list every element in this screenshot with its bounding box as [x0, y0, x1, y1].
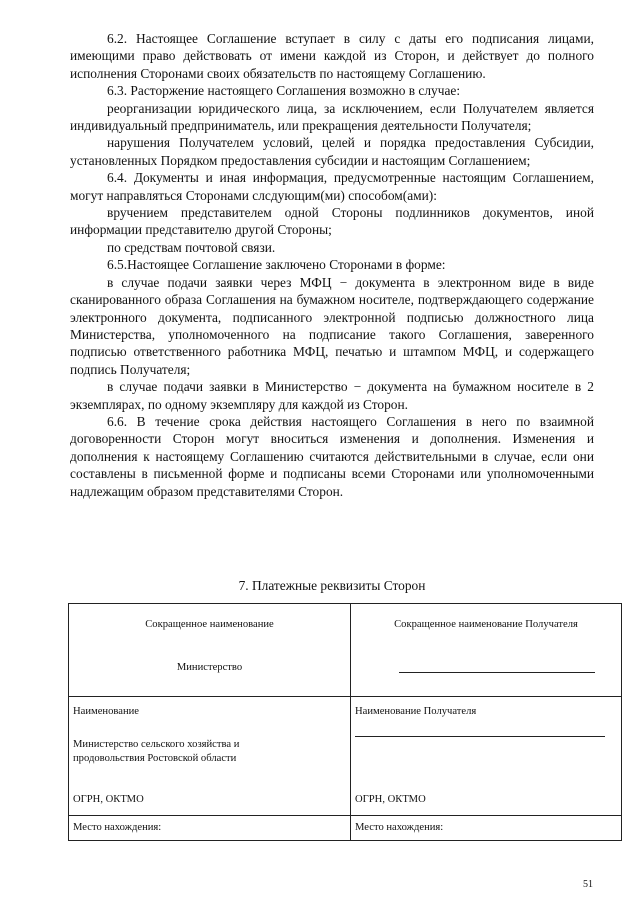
section-title: 7. Платежные реквизиты Сторон: [238, 578, 426, 593]
paragraph-6-5-item-1: в случае подачи заявки через МФЦ − документа в электронном виде в виде сканированного образа Соглашения на бумажном носителе, подтверждающего содержание электронного документа, подписанного электронной подписью должностного лица Министерства, уполномоченного на подписание такого Соглашения, заверенного подписью ответственного работника МФЦ, печатью и штампом МФЦ, и содержащего подпись Получателя;: [70, 274, 594, 377]
paragraph-6-6: 6.6. В течение срока действия настоящего Соглашения в него по взаимной договоренности Сторон могут вноситься изменения и дополнения. Изменения и дополнения к настоящему Соглашению считаются действительными в случае, если они составлены в письменной форме и подписаны всеми Сторонами или уполномоченными надлежащим образом представителями Сторон.: [70, 413, 594, 499]
page-number: 51: [583, 879, 593, 890]
payment-details-table: [68, 603, 622, 841]
paragraph-6-4: 6.4. Документы и иная информация, предусмотренные настоящим Соглашением, могут направляться Сторонами слсдующим(ми) способом(ами):: [70, 170, 594, 203]
table-row: [69, 697, 622, 816]
agreement-text: [70, 30, 594, 500]
paragraph-6-3-item-2: нарушения Получателем условий, целей и порядка предоставления Субсидии, установленных Порядком предоставления субсидии и настоящим Соглашением;: [70, 135, 594, 168]
paragraph-6-3: 6.3. Расторжение настоящего Соглашения возможно в случае:: [107, 83, 461, 99]
recipient-name-blank: [355, 736, 605, 737]
ministry-name-value: Министерство сельского хозяйства и продовольствия Ростовской области: [73, 739, 240, 764]
ministry-name-cell: [69, 697, 351, 816]
recipient-address-cell: [351, 816, 622, 841]
recipient-name-cell: [351, 697, 622, 816]
paragraph-6-2: 6.2. Настоящее Соглашение вступает в силу с даты его подписания лицами, имеющими право действовать от имени каждой из Сторон, и действует до полного исполнения Сторонами своих обязательств по настоящему Соглашению.: [70, 31, 594, 81]
recipient-short-name-label: Сокращенное наименование Получателя: [394, 619, 578, 630]
recipient-short-name-cell: [351, 604, 622, 697]
paragraph-6-3-item-1: реорганизации юридического лица, за исключением, если Получателем является индивидуальный предприниматель, или прекращения деятельности Получателя;: [70, 100, 594, 134]
paragraph-6-5: 6.5.Настоящее Соглашение заключено Сторонами в форме:: [107, 257, 446, 273]
recipient-address-label: Место нахождения:: [355, 822, 444, 833]
ministry-short-name-value: Министерство: [176, 662, 243, 673]
recipient-name-label: Наименование Получателя: [355, 706, 477, 717]
ministry-ogrn-label: ОГРН, ОКТМО: [73, 794, 144, 805]
ministry-short-name-label: Сокращенное наименование: [145, 619, 274, 630]
ministry-name-label: Наименование: [73, 706, 139, 717]
paragraph-6-4-item-2: по средствам почтовой связи.: [107, 239, 276, 255]
ministry-address-label: Место нахождения:: [73, 822, 162, 833]
recipient-ogrn-label: ОГРН, ОКТМО: [355, 794, 426, 805]
paragraph-6-5-item-2: в случае подачи заявки в Министерство − документа на бумажном носителе в 2 экземплярах, по одному экземпляру для каждой из Сторон.: [70, 379, 594, 412]
table-row: [69, 604, 622, 697]
recipient-short-name-blank: [399, 672, 595, 673]
ministry-address-cell: [69, 816, 351, 841]
table-row: [69, 816, 622, 841]
ministry-short-name-cell: [69, 604, 351, 697]
paragraph-6-4-item-1: вручением представителем одной Стороны подлинников документов, иной информации представителю другой Стороны;: [70, 205, 594, 238]
